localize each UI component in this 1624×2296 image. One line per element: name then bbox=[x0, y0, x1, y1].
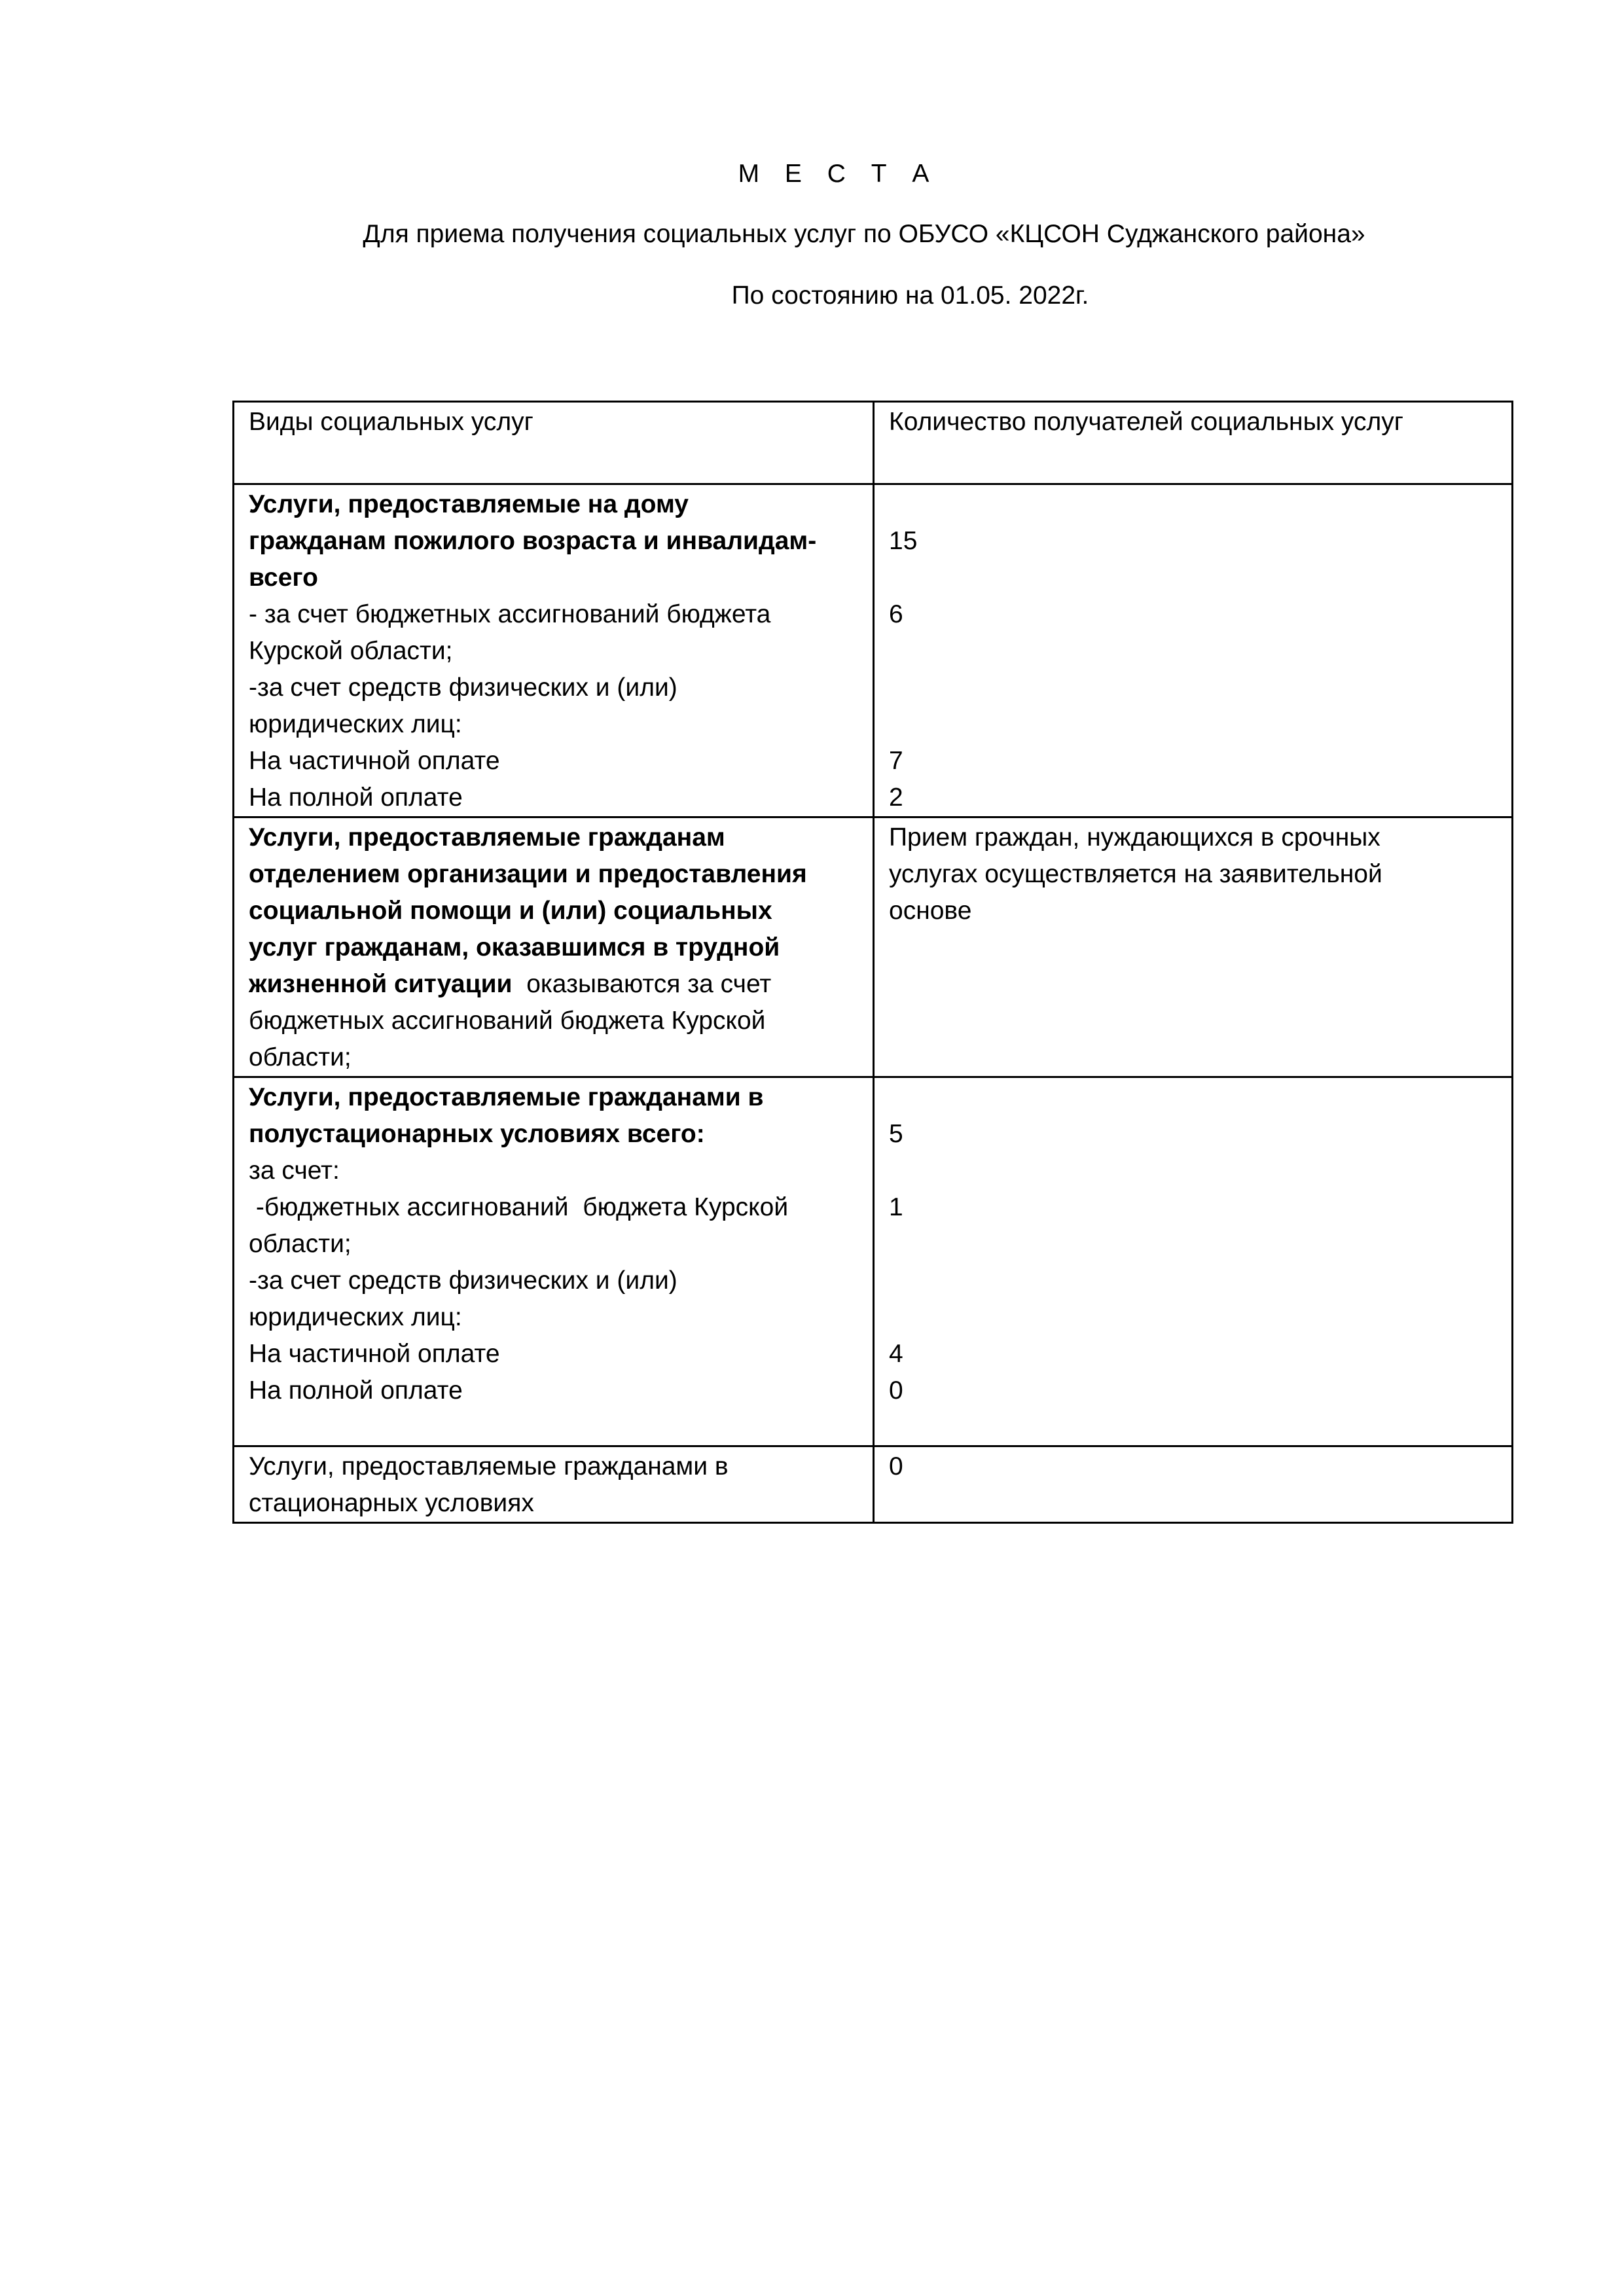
semi-full-value: 0 bbox=[889, 1376, 903, 1405]
page-subtitle: Для приема получения социальных услуг по ОБУСО «КЦСОН Суджанского района» bbox=[363, 220, 1365, 248]
home-total-value: 15 bbox=[889, 527, 918, 555]
table-header-row bbox=[234, 402, 1513, 484]
home-services-values bbox=[874, 484, 1513, 817]
header-cell-service-types: Виды социальных услуг bbox=[234, 402, 874, 484]
semi-partial-value: 4 bbox=[889, 1340, 903, 1368]
stationary-description: Услуги, предоставляемые гражданами в стационарных условиях bbox=[234, 1446, 874, 1523]
urgent-services-values: Прием граждан, нуждающихся в срочных услугах осуществляется на заявительной основе bbox=[874, 817, 1513, 1077]
page-title: М Е С Т А bbox=[738, 160, 939, 188]
table-row-urgent-services bbox=[234, 817, 1513, 1077]
header-cell-recipients: Количество получателей социальных услуг bbox=[874, 402, 1513, 484]
table-row-home-services bbox=[234, 484, 1513, 817]
home-full-value: 2 bbox=[889, 783, 903, 812]
urgent-services-description: Услуги, предоставляемые гражданам отделением организации и предоставления социальной помощи и (или) социальных услуг гражданам, оказавшимся в трудной жизненной ситуации оказываются за счет бюджетных ассигнований бюджета Курской области; bbox=[234, 817, 874, 1077]
table-row-semi-stationary bbox=[234, 1077, 1513, 1446]
table-row-stationary bbox=[234, 1446, 1513, 1523]
semi-stationary-values bbox=[874, 1077, 1513, 1446]
status-date: По состоянию на 01.05. 2022г. bbox=[731, 281, 1089, 310]
services-table bbox=[232, 401, 1513, 1524]
stationary-values bbox=[874, 1446, 1513, 1523]
home-partial-value: 7 bbox=[889, 747, 903, 775]
semi-total-value: 5 bbox=[889, 1120, 903, 1148]
stationary-value: 0 bbox=[889, 1452, 903, 1480]
home-budget-value: 6 bbox=[889, 600, 903, 628]
semi-budget-value: 1 bbox=[889, 1193, 903, 1221]
semi-stationary-description: Услуги, предоставляемые гражданами в полустационарных условиях всего: за счет: -бюджетных ассигнований бюджета Курской области; -за счет средств физических и (или) юридических лиц: На частичной оплате На полной оплате bbox=[234, 1077, 874, 1446]
home-services-description: Услуги, предоставляемые на дому гражданам пожилого возраста и инвалидам- всего - за счет бюджетных ассигнований бюджета Курской области; -за счет средств физических и (или) юридических лиц: На частичной оплате На полной оплате bbox=[234, 484, 874, 817]
